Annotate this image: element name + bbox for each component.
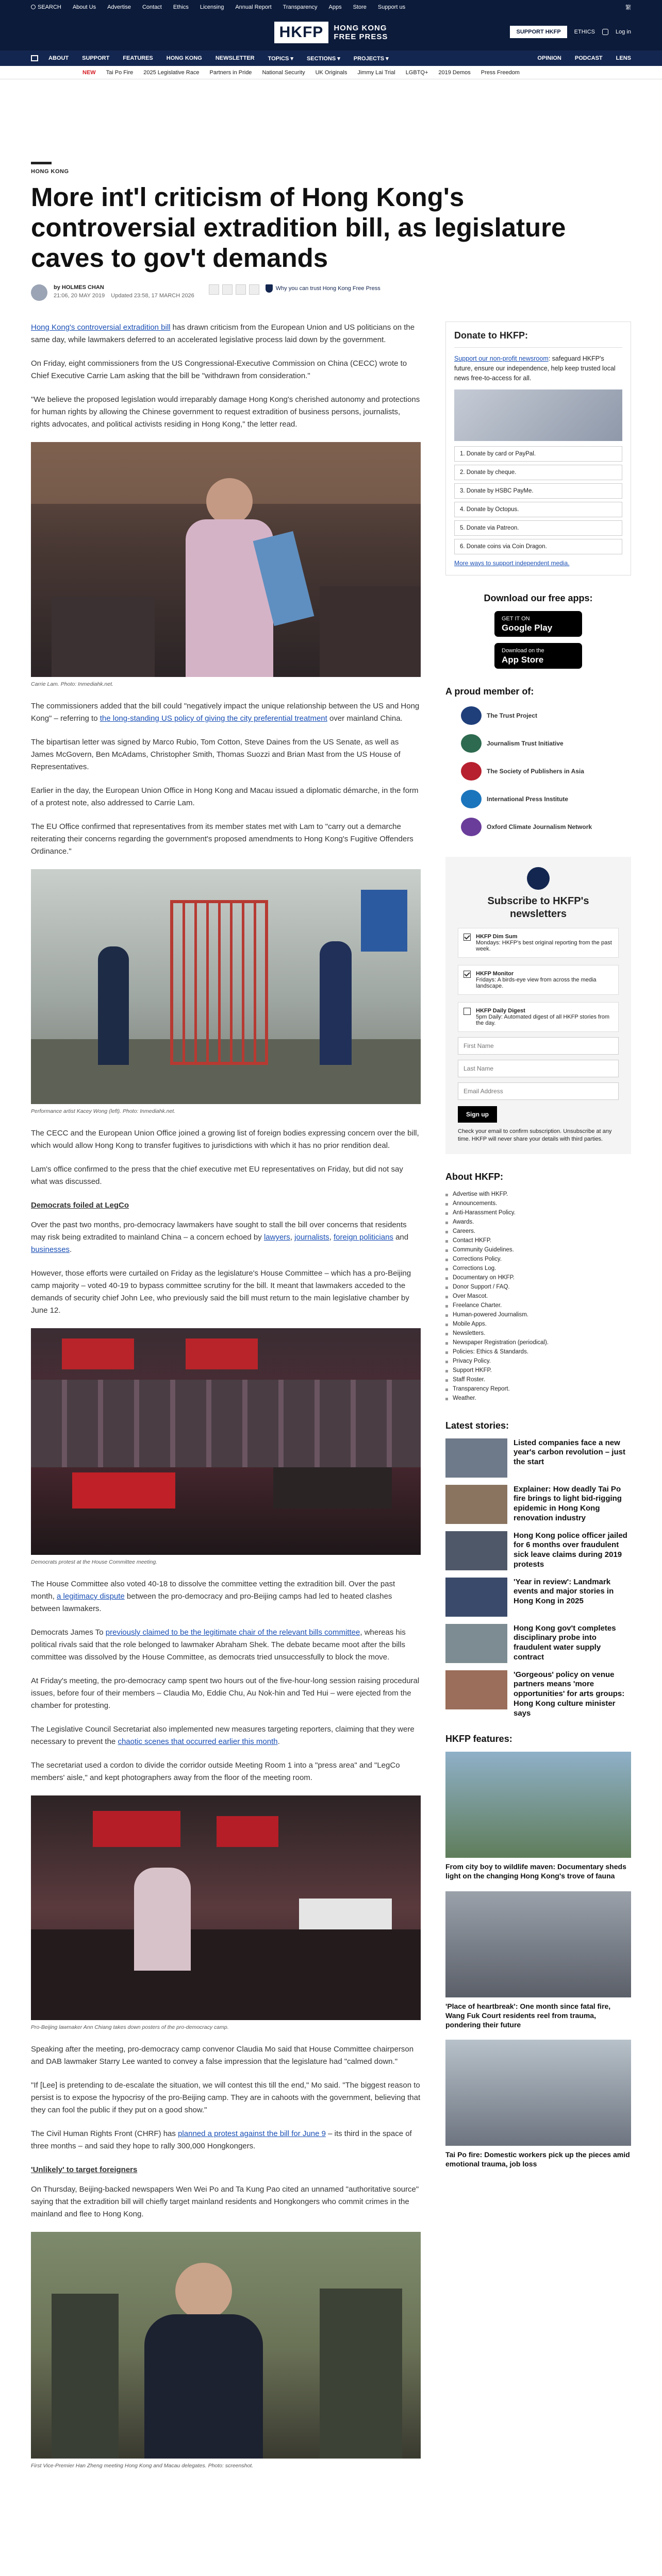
topbar-link-ethics[interactable]: Ethics [173, 4, 189, 10]
about-link[interactable]: Corrections Policy. [445, 1255, 631, 1264]
paragraph: The CECC and the European Union Office joined a growing list of foreign bodies expressing concern over the bill, which would allow Hong Kong to transfer fugitives to jurisdictions with which it has no prior rendition deal. [31, 1129, 419, 1150]
checkbox-icon[interactable] [464, 1008, 471, 1015]
about-link[interactable]: Support HKFP. [445, 1366, 631, 1375]
paragraph: The Civil Human Rights Front (CHRF) has planned a protest against the bill for June 9 – its third in the space of three months – and said they hope to rally 300,000 Hongkongers. [31, 2129, 412, 2150]
newsletter-option[interactable]: HKFP Daily Digest 5pm Daily: Automated digest of all HKFP stories from the day. [458, 1002, 619, 1032]
nav-hong-kong[interactable]: HONG KONG [166, 55, 202, 61]
feature-story[interactable]: 'Place of heartbreak': One month since fatal fire, Wang Fuk Court residents reel from trauma, pondering their future [445, 1891, 631, 2030]
photo-caption: Carrie Lam. Photo: Inmediahk.net. [31, 681, 113, 688]
masthead [0, 14, 662, 50]
story-thumbnail [445, 1531, 507, 1570]
trust-badge[interactable]: Why you can trust Hong Kong Free Press [266, 284, 380, 293]
features-title: HKFP features: [445, 1734, 512, 1744]
member-logo[interactable]: The Society of Publishers in Asia [461, 762, 631, 781]
signup-button[interactable]: Sign up [458, 1106, 497, 1123]
topbar-link-contact[interactable]: Contact [142, 4, 162, 10]
ethics-link[interactable]: ETHICS [574, 29, 595, 35]
about-link[interactable]: Mobile Apps. [445, 1319, 631, 1329]
paragraph: "We believe the proposed legislation would irreparably damage Hong Kong's cherished autonomy and protections for human rights by allowing the Chinese government to request extradition of business persons, journalists, rights advocates, and political activists residing in Hong Kong," the letter read. [31, 395, 420, 429]
latest-title: Latest stories: [445, 1420, 509, 1431]
paragraph: Over the past two months, pro-democracy lawmakers have sought to stall the bill over concerns that residents may risk being extradited to mainland China – a concern echoed by lawyers, journalists, foreign politicians and businesses. [31, 1221, 409, 1255]
sidebar [445, 321, 631, 2481]
figure [31, 869, 421, 1116]
trending-link[interactable]: Tai Po Fire [106, 69, 134, 76]
inline-link[interactable]: Hong Kong's controversial extradition bill [31, 323, 171, 332]
support-hkfp-button[interactable]: SUPPORT HKFP [510, 26, 567, 38]
checkbox-checked-icon[interactable] [464, 934, 471, 941]
nav-sections[interactable]: SECTIONS ▾ [306, 55, 340, 62]
donate-option-octopus[interactable]: 4. Donate by Octopus. [454, 502, 622, 517]
topbar-search[interactable]: SEARCH [31, 4, 61, 10]
donate-photo [454, 389, 622, 441]
latest-story[interactable]: Hong Kong police officer jailed for 6 months over fraudulent sick leave claims during 2019 protests [445, 1531, 631, 1570]
topbar-link-support[interactable]: Support us [377, 4, 406, 10]
about-link[interactable]: Newsletters. [445, 1329, 631, 1338]
nav-support[interactable]: SUPPORT [82, 55, 110, 61]
paragraph: On Friday, eight commissioners from the US Congressional-Executive Commission on China (CECC) wrote to Chief Executive Carrie Lam asking that the bill be "withdrawn from consideration." [31, 359, 407, 381]
whatsapp-icon[interactable] [236, 284, 246, 295]
subheading: 'Unlikely' to target foreigners [31, 2165, 138, 2174]
member-logo[interactable]: Journalism Trust Initiative [461, 734, 631, 753]
ipi-icon [461, 790, 482, 808]
paragraph: Speaking after the meeting, pro-democracy camp convenor Claudia Mo said that House Committee chairperson and DAB lawmaker Starry Lee wanted to convey a false impression that the legislature had "calmed down." [31, 2044, 414, 2066]
paragraph: The EU Office confirmed that representatives from its member states met with Lam to "carry out a demarche reiterating their concerns regarding the government's proposed amendments to Hong Kong's Fugitive Offenders Ordinance." [31, 822, 413, 856]
member-logo[interactable]: International Press Institute [461, 790, 631, 808]
first-name-input[interactable] [458, 1037, 619, 1055]
donate-more-link[interactable]: More ways to support independent media. [454, 559, 570, 567]
story-thumbnail [445, 1485, 507, 1524]
paragraph: The commissioners added that the bill could "negatively impact the unique relationship between the US and Hong Kong" – referring to the long-standing US policy of giving the city preferential treatment over mainland China. [31, 702, 420, 723]
article-body [31, 321, 421, 2481]
language-toggle[interactable]: 繁 [625, 5, 631, 11]
paragraph: Lam's office confirmed to the press that the chief executive met EU representatives on Friday, but did not say what was discussed. [31, 1165, 403, 1187]
nav-lens[interactable]: LENS [616, 55, 631, 61]
photo-caption: First Vice-Premier Han Zheng meeting Hong Kong and Macau delegates. Photo: screenshot. [31, 2462, 254, 2469]
user-icon[interactable] [602, 29, 608, 35]
figure [31, 1795, 421, 2032]
members-section [445, 686, 631, 836]
donate-intro-link[interactable]: Support our non-profit newsroom [454, 355, 549, 363]
about-link[interactable]: Careers. [445, 1227, 631, 1236]
members-title: A proud member of: [445, 686, 534, 697]
newsletter-icon [527, 867, 550, 890]
newsletter-box [445, 857, 631, 1154]
inline-link[interactable]: a legitimacy dispute [57, 1591, 125, 1601]
photo-carrie-lam[interactable] [31, 442, 421, 677]
newsletter-title: Subscribe to HKFP's newsletters [487, 895, 589, 920]
donate-box: Donate to HKFP: Support our non-profit newsroom: safeguard HKFP's future, ensure our independence, help keep trusted local news free-to-access for all. 1. Donate by card or PayPal. 2. Donate by cheque. 3. Donate by HSBC PayMe. 4. Donate by Octopus. 5. Donate via Patreon. 6. Donate coins via Coin Dragon. More ways to support independent media. [445, 321, 631, 575]
about-link[interactable]: Privacy Policy. [445, 1357, 631, 1366]
main-nav [0, 50, 662, 66]
google-play-button[interactable]: GET IT ON Google Play [494, 611, 582, 637]
jti-icon [461, 734, 482, 753]
feature-story[interactable]: Tai Po fire: Domestic workers pick up the pieces amid emotional trauma, job loss [445, 2040, 631, 2168]
story-thumbnail [445, 1624, 507, 1663]
published-date: 21:06, 20 MAY 2019 [54, 293, 105, 299]
paragraph: Democrats James To previously claimed to be the legitimate chair of the relevant bills committee, whereas his political rivals said that the role belonged to lawmaker Abraham Shek. The debate became moot after the bills committee was dissolved by the House Committee, as democrats tried unsuccessfully to block the move. [31, 1628, 406, 1662]
latest-story[interactable]: Hong Kong gov't completes disciplinary probe into fraudulent water supply contract [445, 1624, 631, 1663]
about-title: About HKFP: [445, 1171, 503, 1182]
oxford-icon [461, 818, 482, 836]
photo-caption: Performance artist Kacey Wong (left). Photo: Inmediahk.net. [31, 1108, 176, 1115]
topbar-link-licensing[interactable]: Licensing [200, 4, 224, 10]
feature-image [445, 1891, 631, 1997]
trending-link[interactable]: Jimmy Lai Trial [357, 69, 395, 76]
paragraph: The secretariat used a cordon to divide the corridor outside Meeting Room 1 into a "press area" and "LegCo members' aisle," and kept photographers away from the floor of the meeting room. [31, 1760, 400, 1782]
share-icons [209, 284, 259, 295]
section-label[interactable]: HONG KONG [31, 168, 69, 175]
about-link[interactable]: Documentary on HKFP. [445, 1273, 631, 1282]
about-link[interactable]: Announcements. [445, 1199, 631, 1208]
paragraph: However, those efforts were curtailed on Friday as the legislature's House Committee – which has a pro-Beijing camp majority – voted 40-19 to bypass committee scrutiny for the bill. It meant that lawmakers acceded to the demands of security chief John Lee, who previously said the bill must return to the main legislative chamber by June 12. [31, 1269, 411, 1315]
author-name[interactable]: by HOLMES CHAN [54, 284, 104, 291]
checkbox-checked-icon[interactable] [464, 971, 471, 978]
paragraph: At Friday's meeting, the pro-democracy camp spent two hours out of the five-hour-long session raising procedural issues, before four of their members – Claudia Mo, Eddie Chu, Au Nok-hin and Ted Hui – were ejected from the chamber for protesting. [31, 1676, 420, 1710]
latest-story[interactable]: Explainer: How deadly Tai Po fire brings to light bid-rigging epidemic in Hong Kong renovation industry [445, 1485, 631, 1524]
inline-link[interactable]: chaotic scenes that occurred earlier this month [118, 1737, 278, 1746]
story-thumbnail [445, 1670, 507, 1709]
email-icon[interactable] [249, 284, 259, 295]
photo-caption: Democrats protest at the House Committee meeting. [31, 1559, 158, 1566]
nav-topics[interactable]: TOPICS ▾ [268, 55, 293, 62]
donate-title: Donate to HKFP: [454, 330, 622, 348]
topbar-link-advertise[interactable]: Advertise [107, 4, 131, 10]
login-link[interactable]: Log in [616, 29, 631, 35]
about-link[interactable]: Weather. [445, 1394, 631, 1403]
new-label: NEW [82, 69, 96, 76]
twitter-icon[interactable] [222, 284, 233, 295]
about-link[interactable]: Staff Roster. [445, 1375, 631, 1384]
inline-link[interactable]: planned a protest against the bill for June 9 [178, 2129, 326, 2138]
trending-link[interactable]: National Security [262, 69, 305, 76]
trending-link[interactable]: 2025 Legislative Race [143, 69, 200, 76]
nav-about[interactable]: ABOUT [48, 55, 69, 61]
trending-link[interactable]: LGBTQ+ [405, 69, 428, 76]
latest-story[interactable]: 'Year in review': Landmark events and major stories in Hong Kong in 2025 [445, 1578, 631, 1617]
paragraph: The House Committee also voted 40-18 to dissolve the committee vetting the extradition bill. Over the past month, a legitimacy dispute between the pro-democracy and pro-Beijing camps had led to heated clashes between lawmakers. [31, 1579, 395, 1613]
subheading: Democrats foiled at LegCo [31, 1201, 129, 1210]
nav-podcast[interactable]: PODCAST [574, 55, 603, 61]
inline-link[interactable]: businesses [31, 1245, 70, 1255]
donate-option-payme[interactable]: 3. Donate by HSBC PayMe. [454, 483, 622, 499]
about-link[interactable]: Newspaper Registration (periodical). [445, 1338, 631, 1347]
author-avatar [31, 284, 47, 301]
home-icon[interactable] [31, 55, 38, 61]
about-link[interactable]: Human-powered Journalism. [445, 1310, 631, 1319]
feature-story[interactable]: From city boy to wildlife maven: Documentary sheds light on the changing Hong Kong's trove of fauna [445, 1752, 631, 1880]
inline-link[interactable]: previously claimed to be the legitimate chair of the relevant bills committee [105, 1628, 360, 1637]
article-headline: More int'l criticism of Hong Kong's controversial extradition bill, as legislature caves to gov't demands [31, 182, 566, 273]
paragraph: The bipartisan letter was signed by Marco Rubio, Tom Cotton, Steve Daines from the US Senate, as well as James McGovern, Ben McAdams, Christopher Smith, Thomas Suozzi and Brian Mast from the US House of Representatives. [31, 738, 401, 772]
topbar-link-store[interactable]: Store [353, 4, 367, 10]
sopa-icon [461, 762, 482, 781]
photo-democrats-protest[interactable] [31, 1328, 421, 1555]
donate-option-card[interactable]: 1. Donate by card or PayPal. [454, 446, 622, 462]
shield-icon [266, 284, 273, 293]
donate-option-coin[interactable]: 6. Donate coins via Coin Dragon. [454, 539, 622, 554]
paragraph: Earlier in the day, the European Union Office in Hong Kong and Macau issued a diplomatic démarche, in the form of a protest note, also addressed to Carrie Lam. [31, 786, 419, 808]
inline-link[interactable]: journalists [294, 1233, 329, 1242]
paragraph: Hong Kong's controversial extradition bill has drawn criticism from the European Union and US politicians on the same day, while lawmakers deferred to an accelerated legislative process laid down by the government. [31, 323, 415, 345]
about-link[interactable]: Community Guidelines. [445, 1245, 631, 1255]
topbar-link-about[interactable]: About Us [72, 4, 96, 10]
about-link[interactable]: Advertise with HKFP. [445, 1190, 631, 1199]
donate-option-cheque[interactable]: 2. Donate by cheque. [454, 465, 622, 480]
figure [31, 1328, 421, 1567]
about-link[interactable]: Freelance Charter. [445, 1301, 631, 1310]
story-thumbnail [445, 1438, 507, 1478]
photo-kacey-wong[interactable] [31, 869, 421, 1104]
photo-han-zheng[interactable] [31, 2232, 421, 2459]
latest-story[interactable]: 'Gorgeous' policy on venue partners means 'more opportunities' for arts groups: Hong Kong culture minister says [445, 1670, 631, 1719]
last-name-input[interactable] [458, 1060, 619, 1077]
topbar-link-transparency[interactable]: Transparency [283, 4, 318, 10]
trust-project-icon [461, 706, 482, 725]
trending-link[interactable]: Press Freedom [481, 69, 520, 76]
figure [31, 442, 421, 689]
donate-option-patreon[interactable]: 5. Donate via Patreon. [454, 520, 622, 536]
about-link[interactable]: Over Mascot. [445, 1292, 631, 1301]
newsletter-option[interactable]: HKFP Monitor Fridays: A birds-eye view from across the media landscape. [458, 965, 619, 995]
nav-opinion[interactable]: OPINION [537, 55, 561, 61]
inline-link[interactable]: the long-standing US policy of giving the city preferential treatment [100, 714, 327, 723]
story-thumbnail [445, 1578, 507, 1617]
paragraph: The Legislative Council Secretariat also implemented new measures targeting reporters, claiming that they were necessary to prevent the chaotic scenes that occurred earlier this month. [31, 1724, 415, 1746]
paragraph: On Thursday, Beijing-backed newspapers Wen Wei Po and Ta Kung Pao cited an unnamed "authoritative source" saying that the extradition bill will chiefly target mainland residents and Hongkongers who commit crimes in the mainland and flee to Hong Kong. [31, 2184, 419, 2218]
app-store-button[interactable]: Download on the App Store [494, 643, 582, 669]
facebook-icon[interactable] [209, 284, 219, 295]
trending-bar [0, 66, 662, 79]
newsletter-option[interactable]: HKFP Dim Sum Mondays: HKFP's best original reporting from the past week. [458, 928, 619, 958]
inline-link[interactable]: foreign politicians [334, 1233, 393, 1242]
about-link[interactable]: Corrections Log. [445, 1264, 631, 1273]
site-logo[interactable]: HKFP HONG KONG FREE PRESS [274, 22, 388, 43]
inline-link[interactable]: lawyers [263, 1233, 290, 1242]
topbar-link-apps[interactable]: Apps [328, 4, 342, 10]
member-logo[interactable]: The Trust Project [461, 706, 631, 725]
about-link[interactable]: Policies: Ethics & Standards. [445, 1347, 631, 1357]
about-link[interactable]: Donor Support / FAQ. [445, 1282, 631, 1292]
figure [31, 2232, 421, 2470]
top-utility-bar [0, 0, 662, 14]
paragraph: "If [Lee] is pretending to de-escalate the situation, we will contest this till the end," Mo said. "The biggest reason to persist is to expose the hypocrisy of the pro-Beijing camp. They are in cahoots with the government, believing that they can fool the public if they put on a good show." [31, 2080, 421, 2114]
updated-date: Updated 23:58, 17 MARCH 2026 [111, 293, 194, 299]
latest-story[interactable]: Listed companies face a new year's carbon revolution – just the start [445, 1438, 631, 1478]
feature-image [445, 1752, 631, 1858]
about-link[interactable]: Transparency Report. [445, 1384, 631, 1394]
topbar-link-annual-report[interactable]: Annual Report [235, 4, 272, 10]
about-list [445, 1190, 631, 1403]
nav-features[interactable]: FEATURES [123, 55, 153, 61]
apps-section [445, 593, 631, 669]
photo-ann-chiang[interactable] [31, 1795, 421, 2020]
search-icon [31, 5, 36, 9]
byline [31, 284, 631, 301]
email-input[interactable] [458, 1082, 619, 1100]
about-link[interactable]: Contact HKFP. [445, 1236, 631, 1245]
about-link[interactable]: Awards. [445, 1217, 631, 1227]
section-rule [31, 162, 52, 164]
trending-link[interactable]: UK Originals [315, 69, 347, 76]
photo-caption: Pro-Beijing lawmaker Ann Chiang takes down posters of the pro-democracy camp. [31, 2024, 229, 2030]
trending-link[interactable]: Partners in Pride [209, 69, 252, 76]
feature-image [445, 2040, 631, 2146]
nav-projects[interactable]: PROJECTS ▾ [353, 55, 389, 62]
apps-title: Download our free apps: [484, 592, 593, 603]
about-link[interactable]: Anti-Harassment Policy. [445, 1208, 631, 1217]
newsletter-note: Check your email to confirm subscription. Unsubscribe at any time. HKFP will never share your details with third parties. [458, 1128, 612, 1143]
member-logo[interactable]: Oxford Climate Journalism Network [461, 818, 631, 836]
nav-newsletter[interactable]: NEWSLETTER [215, 55, 255, 61]
trending-link[interactable]: 2019 Demos [438, 69, 471, 76]
